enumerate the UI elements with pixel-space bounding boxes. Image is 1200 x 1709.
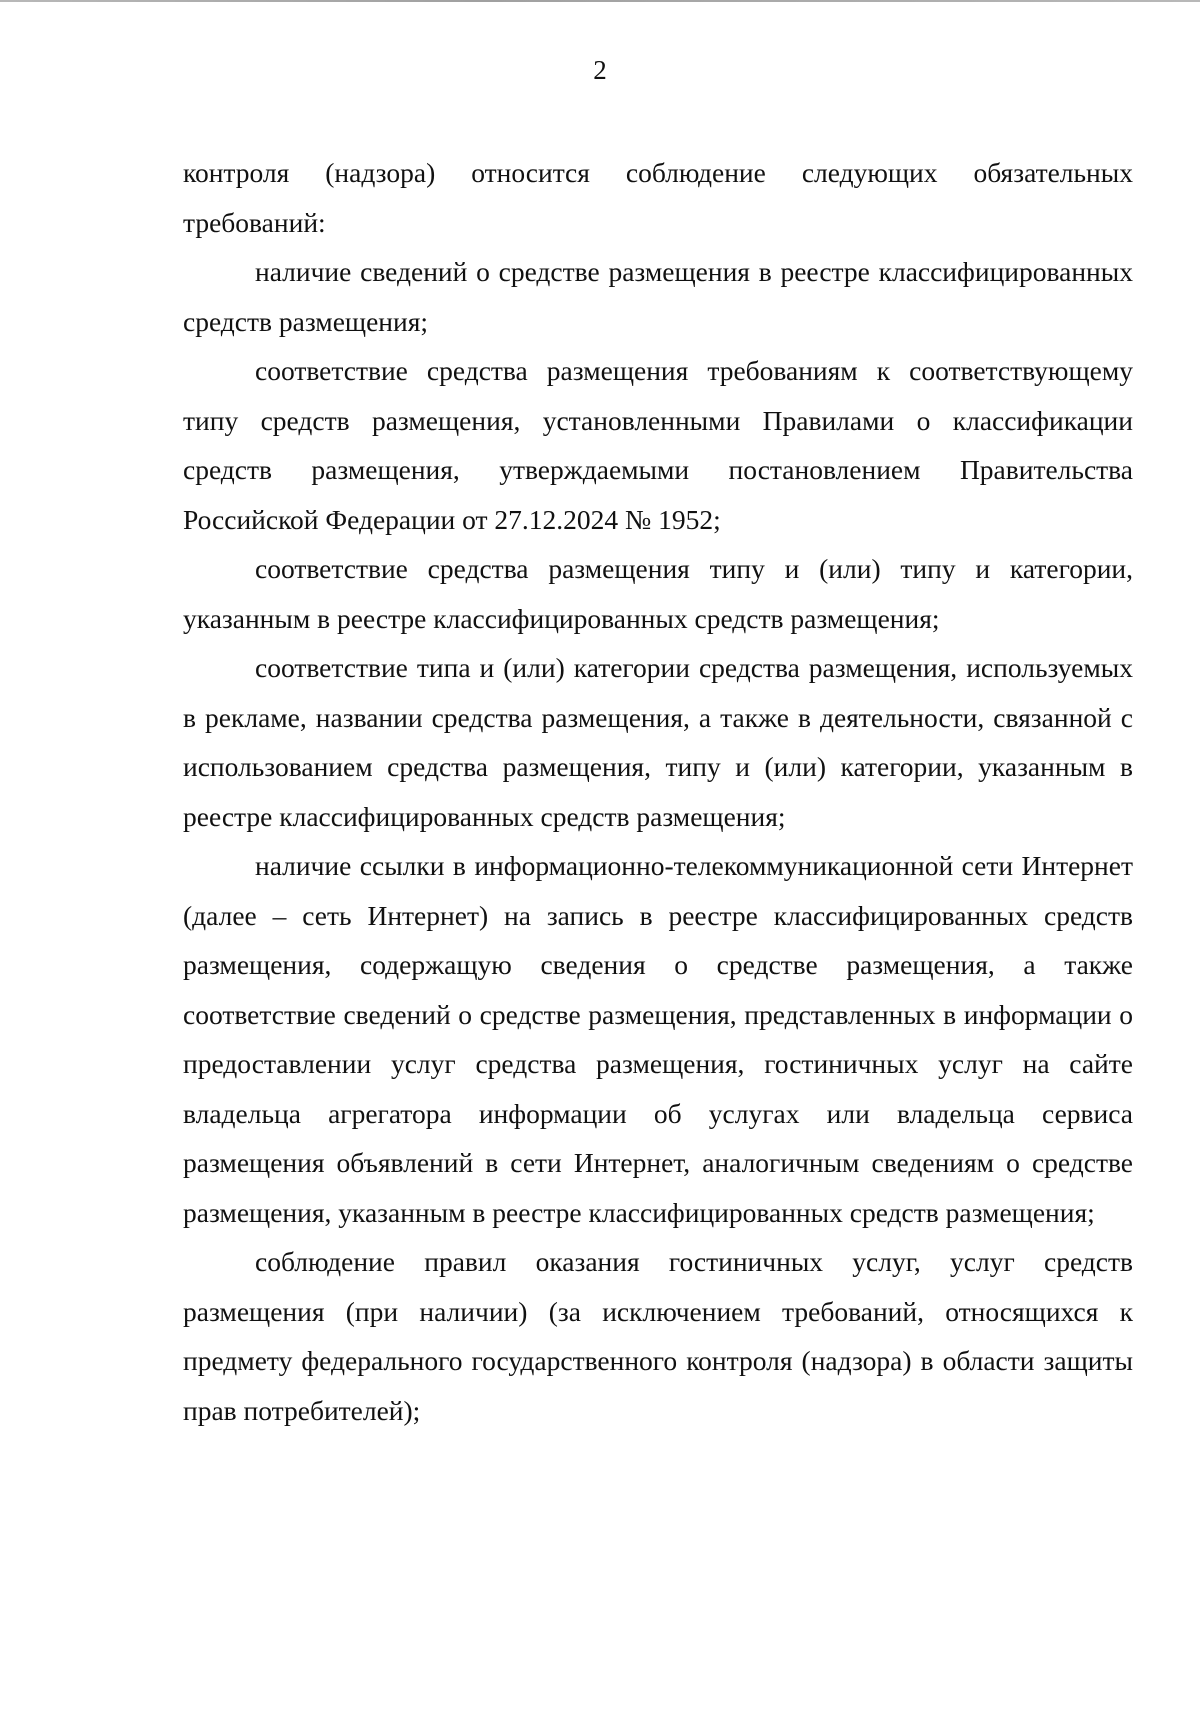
paragraph-requirement-type-category: соответствие средства размещения типу и (или) типу и категории, указанным в реестре классифицированных средств размещения; <box>183 553 1133 634</box>
paragraph-requirement-service-rules: соблюдение правил оказания гостиничных услуг, услуг средств размещения (при наличии) (за исключением требований, относящихся к предмету федерального государственного контроля (надзора) в области защиты прав потребителей); <box>183 1246 1133 1426</box>
paragraph-requirement-registry-info: наличие сведений о средстве размещения в реестре классифицированных средств размещения; <box>183 256 1133 337</box>
document-body <box>183 148 1133 1435</box>
paragraph-requirement-type-compliance: соответствие средства размещения требованиям к соответствующему типу средств размещения, установленными Правилами о классификации средств размещения, утверждаемыми постановлением Правительства Российской Федерации от 27.12.2024 № 1952; <box>183 355 1133 535</box>
paragraph-requirement-internet-link: наличие ссылки в информационно-телекоммуникационной сети Интернет (далее – сеть Интернет) на запись в реестре классифицированных средств размещения, содержащую сведения о средстве размещения, а также соответствие сведений о средстве размещения, представленных в информации о предоставлении услуг средства размещения, гостиничных услуг на сайте владельца агрегатора информации об услугах или владельца сервиса размещения объявлений в сети Интернет, аналогичным сведениям о средстве размещения, указанным в реестре классифицированных средств размещения; <box>183 850 1133 1228</box>
paragraph-continuation: контроля (надзора) относится соблюдение следующих обязательных требований: <box>183 157 1133 238</box>
paragraph-requirement-advertising: соответствие типа и (или) категории средства размещения, используемых в рекламе, названии средства размещения, а также в деятельности, связанной с использованием средства размещения, типу и (или) категории, указанным в реестре классифицированных средств размещения; <box>183 652 1133 832</box>
page-number: 2 <box>593 55 607 85</box>
scan-edge-line <box>0 0 1200 2</box>
